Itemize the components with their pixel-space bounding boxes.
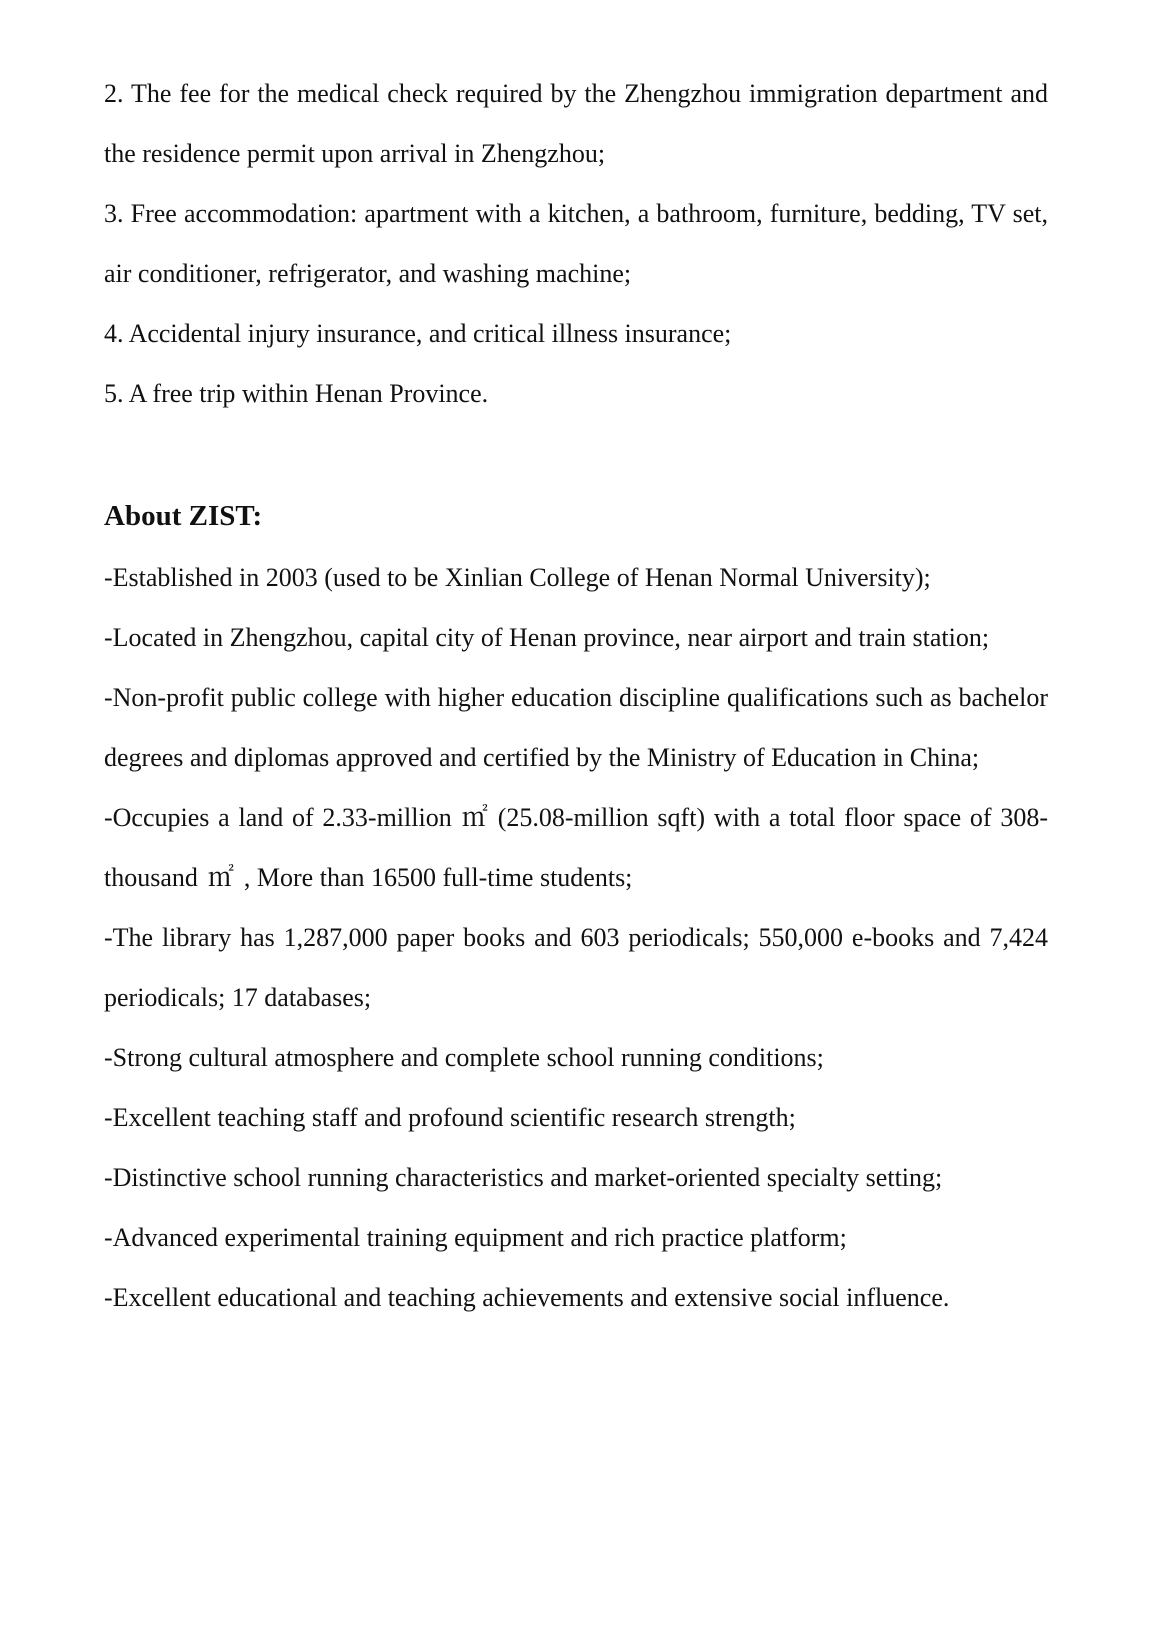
benefit-item-3: 3. Free accommodation: apartment with a kitchen, a bathroom, furniture, bedding, TV set, air conditioner, refrigerator, and washing machine; xyxy=(104,199,1048,288)
about-heading: About ZIST: xyxy=(104,500,263,532)
land-text-3: , More than 16500 full-time students; xyxy=(243,863,633,892)
square-meter-unit: ㎡ xyxy=(461,803,488,832)
about-item-established: -Established in 2003 (used to be Xinlian College of Henan Normal University); xyxy=(104,563,931,592)
land-text-2: (25.08-million sqft) with a total floor space of 308-thousand xyxy=(104,803,1048,892)
about-item-culture: -Strong cultural atmosphere and complete school running conditions; xyxy=(104,1043,824,1072)
benefit-item-2: 2. The fee for the medical check required by the Zhengzhou immigration department and the residence permit upon arrival in Zhengzhou; xyxy=(104,79,1048,168)
benefit-item-4: 4. Accidental injury insurance, and critical illness insurance; xyxy=(104,319,732,348)
about-item-equipment: -Advanced experimental training equipment and rich practice platform; xyxy=(104,1223,847,1252)
about-item-staff: -Excellent teaching staff and profound scientific research strength; xyxy=(104,1103,796,1132)
about-item-achievements: -Excellent educational and teaching achievements and extensive social influence. xyxy=(104,1283,950,1312)
about-item-land xyxy=(104,788,1048,908)
document-body xyxy=(104,64,1048,1328)
about-item-library: -The library has 1,287,000 paper books and 603 periodicals; 550,000 e-books and 7,424 periodicals; 17 databases; xyxy=(104,923,1048,1012)
benefit-item-5: 5. A free trip within Henan Province. xyxy=(104,379,489,408)
about-item-location: -Located in Zhengzhou, capital city of Henan province, near airport and train station; xyxy=(104,623,990,652)
about-item-characteristics: -Distinctive school running characteristics and market-oriented specialty setting; xyxy=(104,1163,943,1192)
land-text-1: -Occupies a land of 2.33-million xyxy=(104,803,452,832)
square-meter-unit-2: ㎡ xyxy=(207,863,234,892)
about-item-nonprofit: -Non-profit public college with higher education discipline qualifications such as bachelor degrees and diplomas approved and certified by the Ministry of Education in China; xyxy=(104,683,1048,772)
